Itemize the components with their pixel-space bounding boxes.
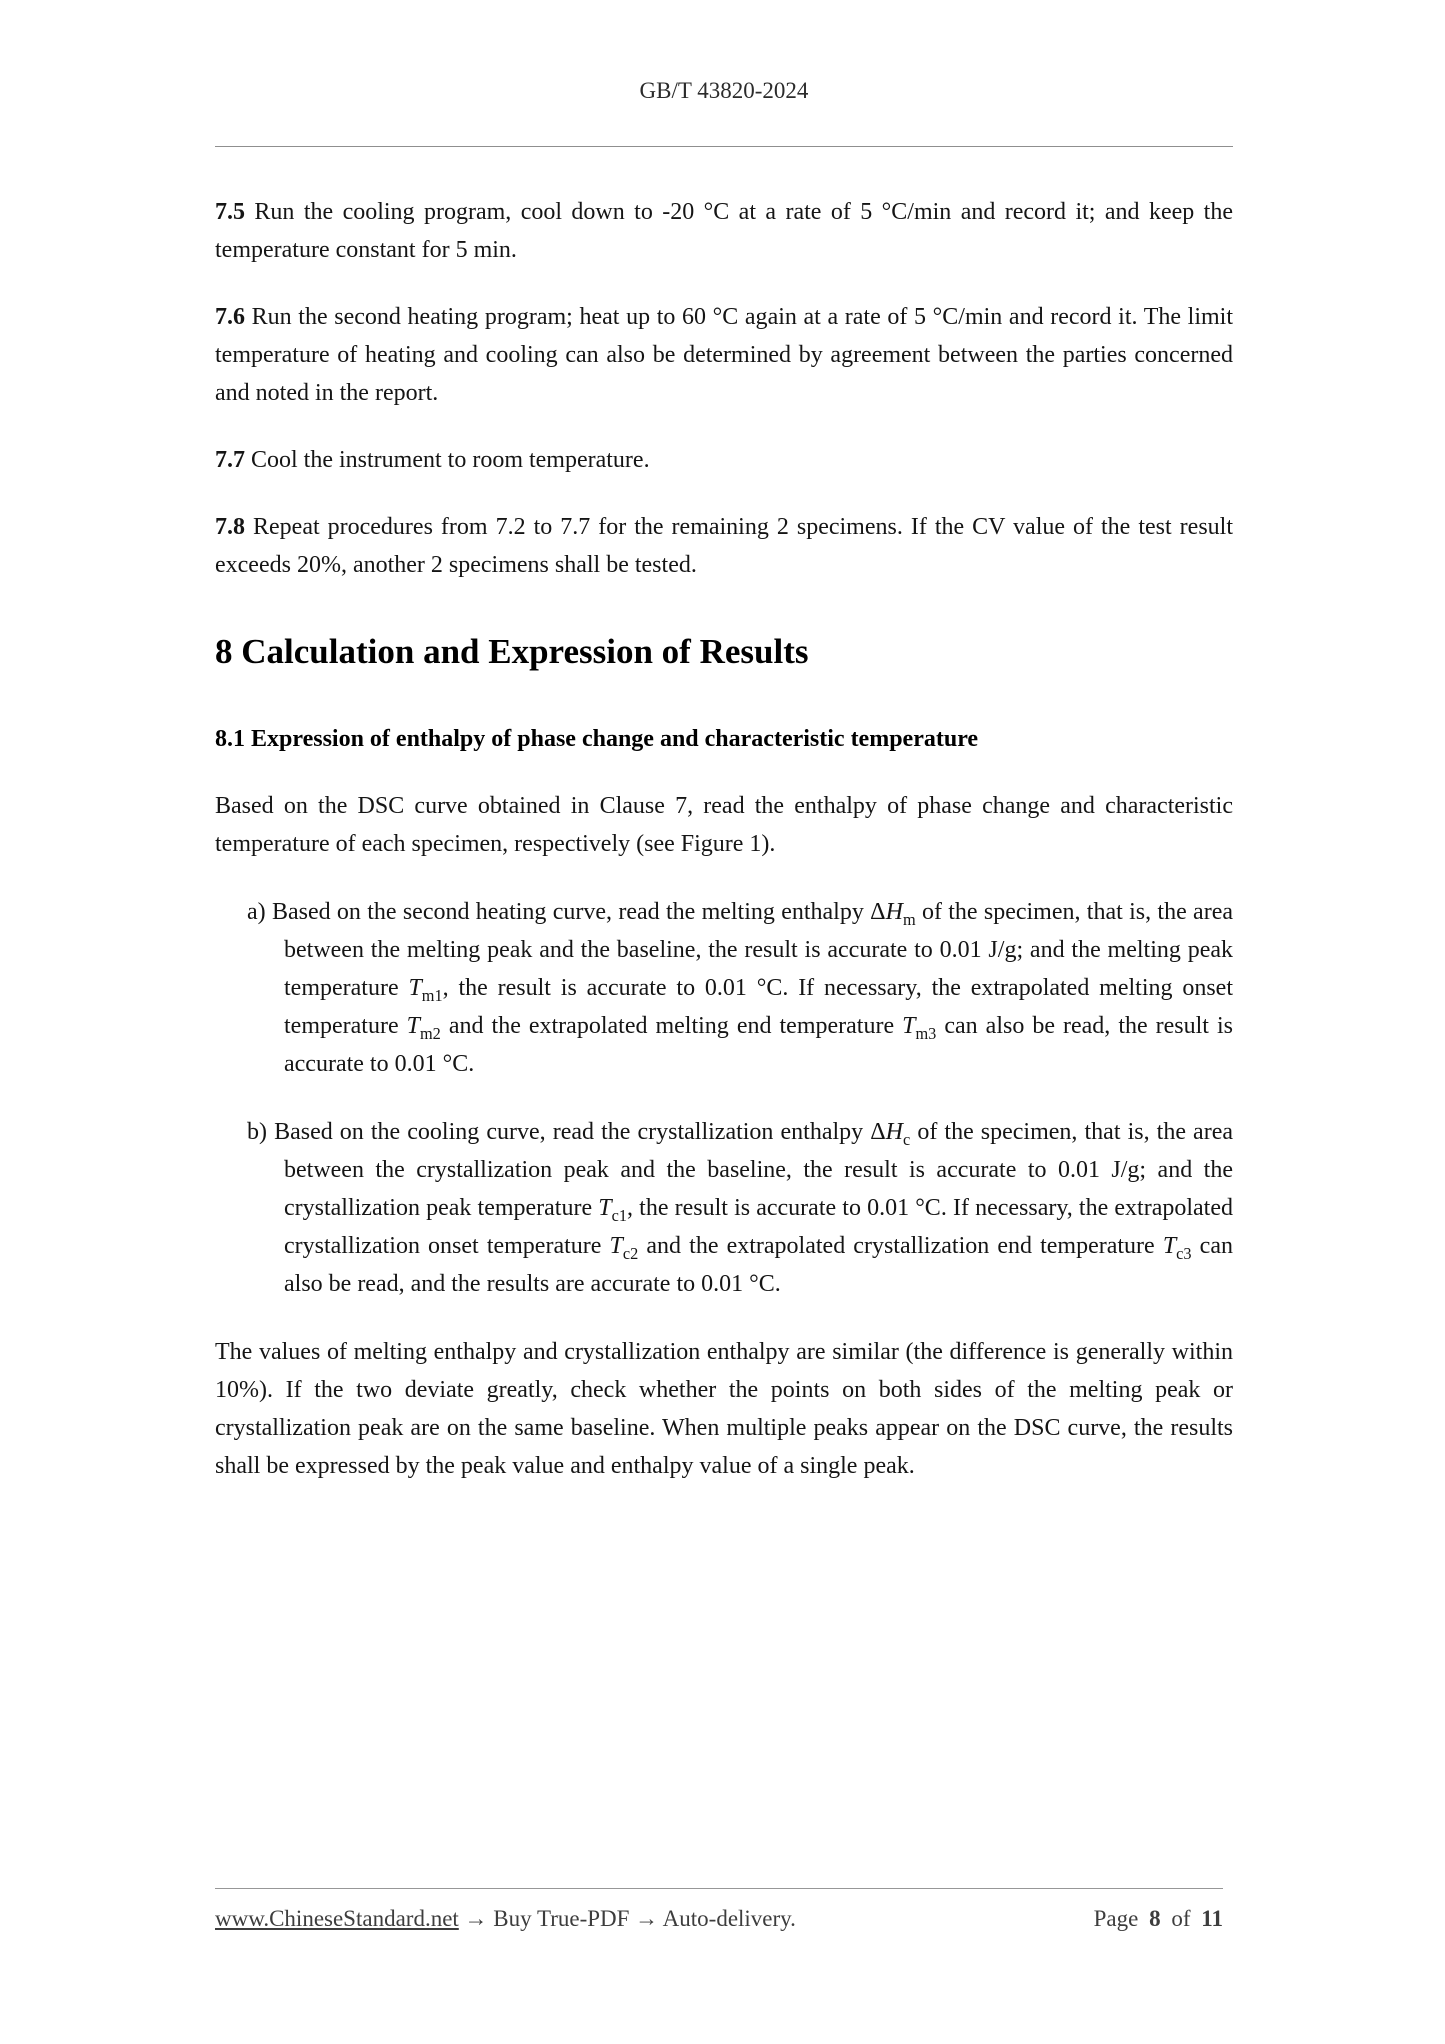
footer-page-number: Page 8 of 11: [1093, 1906, 1223, 1931]
document-body: [215, 193, 1233, 1485]
section-8-heading: 8 Calculation and Expression of Results: [215, 632, 809, 671]
footer-website-link[interactable]: www.ChineseStandard.net: [215, 1906, 459, 1931]
list-item-a-melting-enthalpy: a) Based on the second heating curve, read the melting enthalpy $\Delta H_m$ of the specimen, that is, the area between the melting peak and the baseline, the result is accurate to 0.01 J/g; and the melting peak temperature $T_{m1}$, the result is accurate to 0.01 °C. If necessary, the extrapolated melting onset temperature $T_{m2}$ and the extrapolated melting end temperature $T_{m3}$ can also be read, the result is accurate to 0.01 °C.: [247, 899, 1233, 1077]
page-content: [215, 0, 1233, 1514]
section-8-1-intro-paragraph: Based on the DSC curve obtained in Clause 7, read the enthalpy of phase change and characteristic temperature of each specimen, respectively (see Figure 1).: [215, 793, 1233, 857]
page-header-standard-code: GB/T 43820-2024: [215, 0, 1233, 147]
footer-tagline: → Buy True-PDF → Auto-delivery.: [458, 1906, 796, 1931]
page-footer: [215, 1888, 1223, 1932]
clause-7-8-paragraph: 7.8 Repeat procedures from 7.2 to 7.7 for the remaining 2 specimens. If the CV value of the test result exceeds 20%, another 2 specimens shall be tested.: [215, 514, 1233, 578]
clause-7-5-paragraph: 7.5 Run the cooling program, cool down to -20 °C at a rate of 5 °C/min and record it; and keep the temperature constant for 5 min.: [215, 199, 1233, 263]
footer-left: [215, 1906, 796, 1932]
section-8-1-heading: 8.1 Expression of enthalpy of phase change and characteristic temperature: [215, 726, 979, 752]
list-item-b-crystallization-enthalpy: b) Based on the cooling curve, read the crystallization enthalpy $\Delta H_c$ of the specimen, that is, the area between the crystallization peak and the baseline, the result is accurate to 0.01 J/g; and the crystallization peak temperature $T_{c1}$, the result is accurate to 0.01 °C. If necessary, the extrapolated crystallization onset temperature $T_{c2}$ and the extrapolated crystallization end temperature $T_{c3}$ can also be read, and the results are accurate to 0.01 °C.: [247, 1119, 1233, 1297]
clause-7-7-paragraph: 7.7 Cool the instrument to room temperature.: [215, 447, 650, 473]
enthalpy-values-note-paragraph: The values of melting enthalpy and crystallization enthalpy are similar (the difference is generally within 10%). If the two deviate greatly, check whether the points on both sides of the melting peak or crystallization peak are on the same baseline. When multiple peaks appear on the DSC curve, the results shall be expressed by the peak value and enthalpy value of a single peak.: [215, 1339, 1233, 1479]
clause-7-6-paragraph: 7.6 Run the second heating program; heat up to 60 °C again at a rate of 5 °C/min and record it. The limit temperature of heating and cooling can also be determined by agreement between the parties concerned and noted in the report.: [215, 304, 1233, 406]
